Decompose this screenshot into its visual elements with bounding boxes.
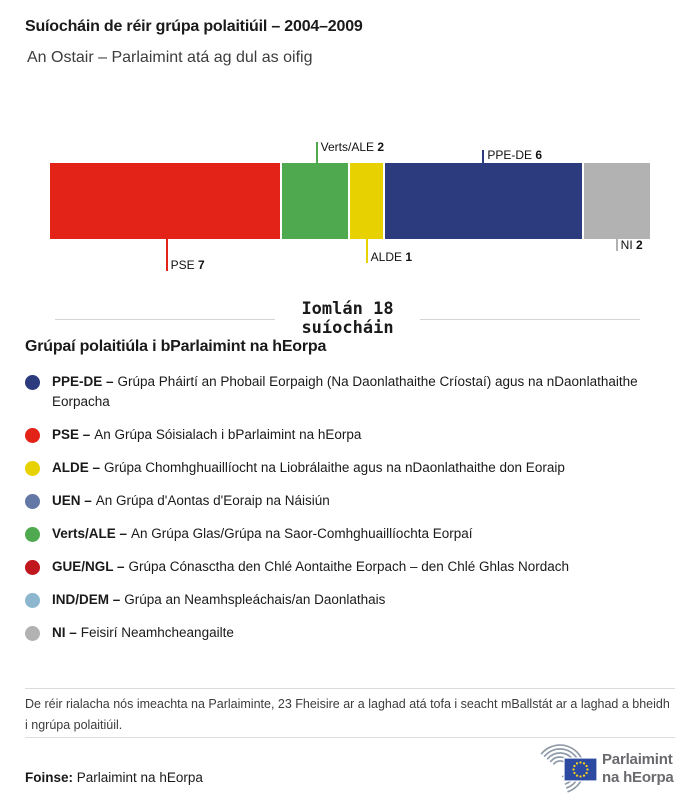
legend-text bbox=[52, 623, 234, 643]
legend-label: NI – bbox=[52, 625, 77, 640]
legend-text bbox=[52, 590, 385, 610]
total-seats-annotation bbox=[55, 300, 640, 338]
eu-flag-icon bbox=[564, 758, 597, 781]
legend-item-verts-ale bbox=[25, 524, 643, 544]
callout-label-Verts/ALE: Verts/ALE 2 bbox=[320, 140, 385, 154]
total-seats-line2: suíocháin bbox=[301, 318, 394, 338]
legend-desc: Grúpa Cónasctha den Chlé Aontaithe Eorpach – den Chlé Ghlas Nordach bbox=[128, 559, 570, 574]
legend-desc: An Grúpa Glas/Grúpa na Saor-Comhghuaillíochta Eorpaí bbox=[131, 526, 473, 541]
total-seats-label bbox=[301, 300, 393, 338]
bar-segment-PPE-DE bbox=[385, 163, 582, 239]
legend-desc: Feisirí Neamhcheangailte bbox=[80, 625, 234, 640]
european-parliament-logo bbox=[528, 742, 688, 798]
legend-item-alde bbox=[25, 458, 643, 478]
divider-top bbox=[25, 688, 675, 689]
stacked-bar bbox=[50, 163, 650, 239]
legend-label: PPE-DE – bbox=[52, 374, 114, 389]
legend-item-ni bbox=[25, 623, 643, 643]
legend-text bbox=[52, 491, 330, 511]
legend-text bbox=[52, 425, 361, 445]
legend-item-ppe-de bbox=[25, 372, 643, 412]
left-rule bbox=[55, 319, 275, 320]
legend-label: UEN – bbox=[52, 493, 92, 508]
legend-label: IND/DEM – bbox=[52, 592, 121, 607]
source-label: Foinse: bbox=[25, 770, 74, 785]
legend-dot-gue-ngl bbox=[25, 560, 40, 575]
legend-dot-pse bbox=[25, 428, 40, 443]
legend-label: PSE – bbox=[52, 427, 91, 442]
legend-desc: An Grúpa Sóisialach i bParlaimint na hEorpa bbox=[94, 427, 362, 442]
page-title: Suíocháin de réir grúpa polaitiúil – 2004–2009 bbox=[25, 18, 363, 35]
legend-heading: Grúpaí polaitiúla i bParlaimint na hEorpa bbox=[25, 338, 327, 355]
legend-item-uen bbox=[25, 491, 643, 511]
callout-tick-PPE-DE bbox=[482, 150, 484, 163]
callout-label-ALDE: ALDE 1 bbox=[370, 250, 413, 264]
logo-text bbox=[602, 751, 674, 787]
chart-area bbox=[0, 130, 700, 300]
legend-dot-ind-dem bbox=[25, 593, 40, 608]
callout-tick-ALDE bbox=[366, 239, 368, 263]
callout-tick-PSE bbox=[166, 239, 168, 271]
legend-desc: Grúpa Chomhghuaillíocht na Liobrálaithe agus na nDaonlathaithe don Eoraip bbox=[104, 460, 565, 475]
footnote: De réir rialacha nós imeachta na Parlaiminte, 23 Fheisire ar a laghad atá tofa i seacht mBallstát ar a laghad a bheidh i ngrúpa polaitiúil. bbox=[25, 697, 670, 732]
legend-item-ind-dem bbox=[25, 590, 643, 610]
logo-text-line2: na hEorpa bbox=[602, 769, 674, 786]
callout-label-PPE-DE: PPE-DE 6 bbox=[487, 148, 543, 162]
callout-tick-NI bbox=[616, 239, 618, 251]
legend-label: Verts/ALE – bbox=[52, 526, 128, 541]
page-subtitle: An Ostair – Parlaimint atá ag dul as oifig bbox=[27, 49, 313, 66]
legend-item-pse bbox=[25, 425, 643, 445]
callout-label-NI: NI 2 bbox=[620, 238, 643, 252]
legend bbox=[25, 372, 643, 656]
bar-segment-PSE bbox=[50, 163, 280, 239]
legend-dot-verts-ale bbox=[25, 527, 40, 542]
logo-text-line1: Parlaimint bbox=[602, 751, 673, 768]
source-value: Parlaimint na hEorpa bbox=[76, 770, 203, 785]
legend-text bbox=[52, 524, 472, 544]
legend-text bbox=[52, 372, 643, 412]
legend-desc: An Grúpa d'Aontas d'Eoraip na Náisiún bbox=[95, 493, 330, 508]
legend-label: GUE/NGL – bbox=[52, 559, 125, 574]
bar-segment-Verts/ALE bbox=[282, 163, 348, 239]
source bbox=[25, 770, 203, 785]
legend-dot-uen bbox=[25, 494, 40, 509]
callout-tick-Verts/ALE bbox=[316, 142, 318, 163]
legend-label: ALDE – bbox=[52, 460, 101, 475]
legend-dot-alde bbox=[25, 461, 40, 476]
legend-text bbox=[52, 557, 569, 577]
total-seats-line1: Iomlán 18 bbox=[301, 299, 394, 319]
bar-segment-ALDE bbox=[350, 163, 383, 239]
right-rule bbox=[420, 319, 640, 320]
divider-bottom bbox=[25, 737, 675, 738]
legend-item-gue-ngl bbox=[25, 557, 643, 577]
legend-desc: Grúpa an Neamhspleáchais/an Daonlathais bbox=[124, 592, 386, 607]
parliament-hemicycle-icon bbox=[528, 742, 600, 796]
legend-text bbox=[52, 458, 565, 478]
bar-segment-NI bbox=[584, 163, 650, 239]
legend-dot-ni bbox=[25, 626, 40, 641]
callout-label-PSE: PSE 7 bbox=[170, 258, 205, 272]
legend-dot-ppe-de bbox=[25, 375, 40, 390]
legend-desc: Grúpa Pháirtí an Phobail Eorpaigh (Na Daonlathaithe Críostaí) agus na nDaonlathaithe Eorpacha bbox=[52, 374, 638, 409]
